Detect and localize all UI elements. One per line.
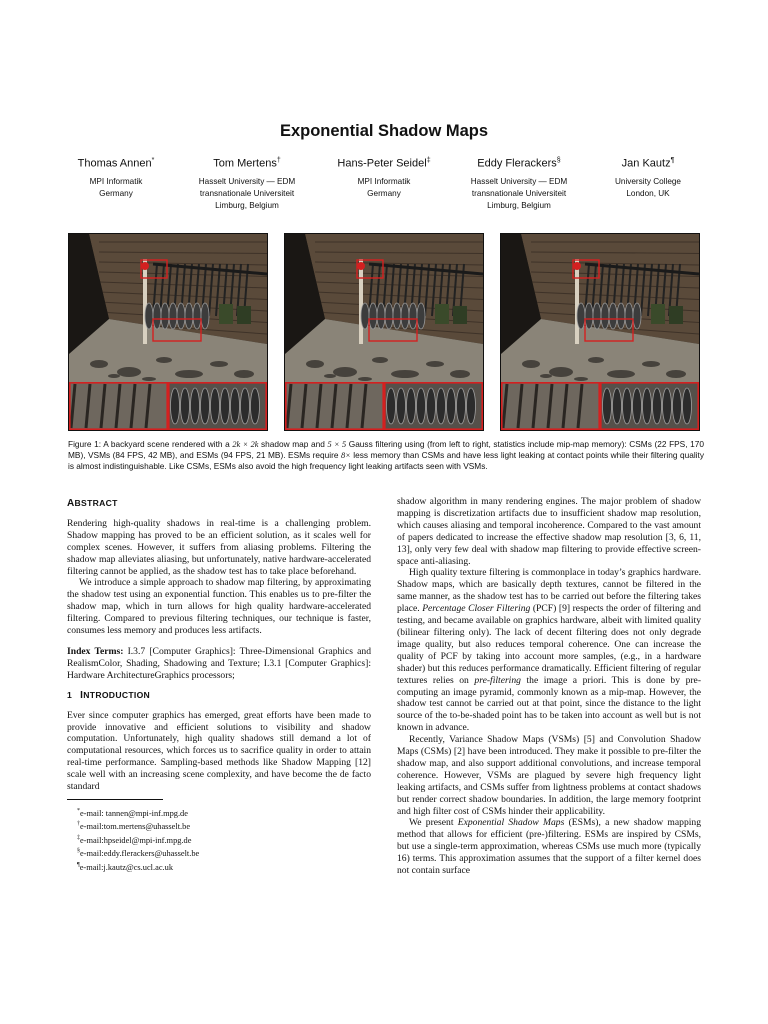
author-block xyxy=(309,154,459,200)
footnote: *e-mail: tannen@mpi-inf.mpg.de xyxy=(77,807,188,818)
footnote: §e-mail:eddy.flerackers@uhasselt.be xyxy=(77,848,200,858)
figure-panel-vsm xyxy=(284,233,484,431)
abstract-paragraph: We introduce a simple approach to shadow map filtering, by approximating the shadow test using an exponential function. This enables us to pre-filter the shadow map, which in turn allows for high quality hardware-accelerated filtering. Compared to previous filtering techniques, our technique is faster, consumes less memory and produces less artifacts. xyxy=(67,577,371,637)
left-column xyxy=(67,496,371,873)
backyard-scene-image xyxy=(285,234,483,430)
footnote-rule xyxy=(67,799,163,800)
body-paragraph: High quality texture filtering is commonplace in today’s graphics hardware. Shadow maps, which are basically depth textures, cannot be filtered in the same manner, as the shadow test has to be carried out before the filtering takes place. Percentage Closer Filtering (PCF) [9] respects the order of filtering and testing, and became available on graphics hardware, albeit with limited quality (bilinear filtering only). The lack of decent filtering does not only degrade image quality, but also reduces temporal coherence. One can increase the quality of PCF by taking into account more samples, (e.g., in a hardware shader) but this reduces performance dramatically. Efficient filtering of regular textures relies on pre-filtering the image a priori. This is done by pre-computing an image pyramid, commonly known as a mip-map. However, the shadow test cannot be carried out at that point, since the distance to the light source of the to-be-shaded point has to be taken into account as well but is not known in advance. xyxy=(397,567,702,734)
figure-panel-esm xyxy=(500,233,700,431)
author-affiliation: University College London, UK xyxy=(615,176,681,198)
author-name: Eddy Flerackers§ xyxy=(477,157,561,170)
author-name: Hans-Peter Seidel‡ xyxy=(337,157,431,170)
author-name: Thomas Annen* xyxy=(77,157,155,170)
body-paragraph: Recently, Variance Shadow Maps (VSMs) [5] and Convolution Shadow Maps (CSMs) [2] have been introduced. They make it possible to pre-filter the shadow map, and also support additional convolutions, and increase temporal coherence. However, VSMs are plagued by severe high frequency light leaking artifacts, and CSMs suffer from lightness problems at contact shadows but render correct shadow boundaries. In addition, the large memory footprint and high filter cost of CSMs hinder their applicability. xyxy=(397,734,701,817)
introduction-heading: 1 INTRODUCTION xyxy=(67,689,151,701)
author-block xyxy=(444,154,594,212)
author-block xyxy=(172,154,322,212)
figure-panel-csm xyxy=(68,233,268,431)
author-block xyxy=(41,154,191,200)
author-affiliation: Hasselt University — EDM transnationale Universiteit Limburg, Belgium xyxy=(198,176,296,210)
right-column xyxy=(397,496,701,877)
body-paragraph: We present Exponential Shadow Maps (ESMs), a new shadow mapping method that allows for efficient (pre-)filtering. ESMs are inspired by CSMs, but use a single-term approximation, whereas CSMs use much more (typically 16) terms. This approximation assumes that the support of a filter kernel does not contain surface xyxy=(397,817,701,877)
author-block xyxy=(573,154,723,200)
author-affiliation: Hasselt University — EDM transnationale Universiteit Limburg, Belgium xyxy=(470,176,568,210)
footnote: ‡e-mail:hpseidel@mpi-inf.mpg.de xyxy=(77,834,192,845)
footnote: †e-mail:tom.mertens@uhasselt.be xyxy=(77,821,191,832)
author-affiliation: MPI Informatik Germany xyxy=(357,176,411,198)
index-terms: Index Terms: I.3.7 [Computer Graphics]: Three-Dimensional Graphics and RealismColor, Shading, Shadowing and Texture; I.3.1 [Computer Graphics]: Hardware ArchitectureGraphics processors; xyxy=(67,645,371,681)
figure-caption: Figure 1: A backyard scene rendered with a 2k × 2k shadow map and 5 × 5 Gauss filtering using (from left to right, statistics include mip-map memory): CSMs (22 FPS, 170 MB), VSMs (84 FPS, 42 MB), and ESMs (94 FPS, 21 MB). ESMs require 8× less memory than CSMs and have less light leaking at contact points while their filtering quality is almost indistinguishable. Like CSMs, ESMs also avoid the high frequency light leaking artifacts seen with VSMs. xyxy=(68,439,704,472)
introduction-paragraph: Ever since computer graphics has emerged, great efforts have been made to provide innovative and efficient solutions to visibility and shadow computation. Unfortunately, high quality shadows still demand a lot of computational resources, which forces us to sacrifice quality in order to attain real-time performance. Sampling-based methods like Shadow Mapping [12] scale well with an increasing scene complexity, and have become the de facto standard xyxy=(67,709,371,793)
backyard-scene-image xyxy=(69,234,267,430)
body-paragraph: shadow algorithm in many rendering engines. The major problem of shadow mapping is discretization artifacts due to insufficient shadow map resolution, which causes aliasing and temporal incoherence. Compared to the vast amount of papers dedicated to increase the effective shadow map resolution [3, 6, 11, 13], only very few deal with shadow map filtering to provide effective screen-space anti-aliasing. xyxy=(397,496,701,567)
abstract-paragraph: Rendering high-quality shadows in real-time is a challenging problem. Shadow mapping has proved to be an efficient solution, as it scales well for complex scenes. However, it suffers from aliasing problems. Filtering the shadow map alleviates aliasing, but unfortunately, native hardware-accelerated filtering cannot be applied, as the shadow test has to take place beforehand. xyxy=(67,517,371,577)
author-affiliation: MPI Informatik Germany xyxy=(89,176,143,198)
abstract-heading: ABSTRACT xyxy=(67,498,118,509)
paper-title: Exponential Shadow Maps xyxy=(279,122,489,140)
backyard-scene-image xyxy=(501,234,699,430)
footnote: ¶e-mail:j.kautz@cs.ucl.ac.uk xyxy=(77,861,174,872)
author-name: Jan Kautz¶ xyxy=(621,157,675,170)
author-name: Tom Mertens† xyxy=(213,157,281,170)
